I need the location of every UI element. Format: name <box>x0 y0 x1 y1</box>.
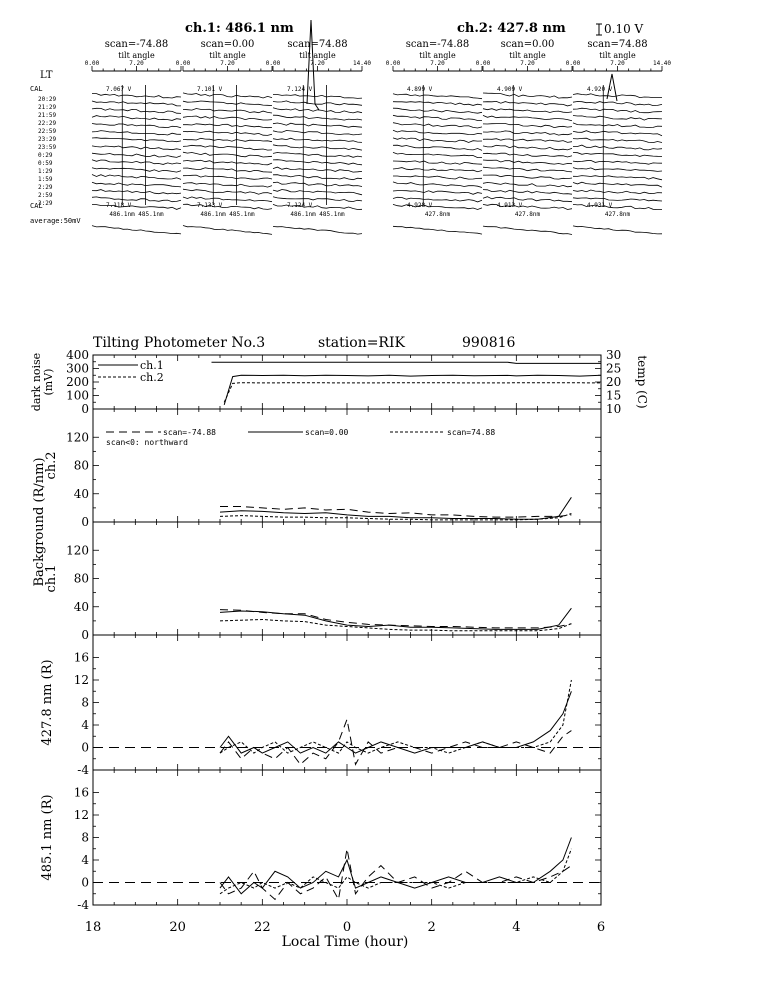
panel-wavelength: 486.1nm 485.1nm <box>109 211 164 218</box>
tilt-trace <box>393 130 482 134</box>
tilt-trace <box>393 115 482 120</box>
y-tick-label: 0 <box>81 740 89 755</box>
tilt-trace <box>273 115 362 120</box>
y-tick-label: -4 <box>77 763 89 777</box>
time-row-label: 1:59 <box>38 176 53 183</box>
panel-voltage-top: 4.909 V <box>497 86 523 93</box>
time-row-label: 0:59 <box>38 160 53 167</box>
tilt-panel <box>85 39 181 234</box>
cal-label-top: CAL <box>30 85 43 93</box>
legend-label: ch.1 <box>140 359 164 372</box>
panel-scan-label: scan=0.00 <box>200 39 255 50</box>
y-axis-label: ch.1 <box>44 564 59 593</box>
panel-tick-label: 7.20 <box>310 60 325 67</box>
scale-label: 0.10 V <box>604 22 644 36</box>
panel-voltage-top: 4.920 V <box>587 86 613 93</box>
panel-wavelength: 427.8nm <box>424 211 451 218</box>
panel-voltage-bottom: 4.931 V <box>587 202 613 209</box>
y2-tick-label: 25 <box>606 361 622 376</box>
tilt-trace <box>393 168 482 172</box>
cal-label-bottom: CAL <box>30 202 43 210</box>
background-axis-label: Background (R/nm) <box>32 457 47 587</box>
panel-wavelength: 486.1nm 485.1nm <box>200 211 255 218</box>
tilt-trace <box>483 109 572 113</box>
time-row-label: 2:59 <box>38 192 53 199</box>
series-line <box>220 680 571 753</box>
tilt-trace <box>183 93 272 98</box>
tilt-trace <box>483 175 572 179</box>
tilt-trace <box>573 153 662 157</box>
tilt-trace <box>183 138 272 141</box>
time-row-label: 1:29 <box>38 168 53 175</box>
x-tick-label: 6 <box>596 920 606 935</box>
panel-wavelength: 427.8nm <box>604 211 631 218</box>
average-trace <box>92 226 181 234</box>
legend-label: ch.2 <box>140 371 164 384</box>
legend-label: scan=-74.88 <box>163 428 216 437</box>
tilt-trace <box>483 93 572 98</box>
y-tick-label: 12 <box>73 673 89 687</box>
tilt-trace <box>483 167 572 172</box>
tilt-trace <box>393 152 482 157</box>
panel-wavelength: 486.1nm 485.1nm <box>290 211 345 218</box>
tilt-trace <box>573 198 662 201</box>
panel-tick-label: 0.00 <box>565 60 581 67</box>
tilt-trace <box>393 138 482 143</box>
ch2-title: ch.2: 427.8 nm <box>457 21 566 36</box>
tilt-trace <box>393 182 482 188</box>
y-tick-label: 40 <box>73 486 89 501</box>
panel-voltage-bottom: 7.133 V <box>197 202 223 209</box>
series-line <box>224 375 601 405</box>
tilt-trace <box>273 153 362 158</box>
y-tick-label: 0 <box>81 402 89 416</box>
time-row-label: 23:59 <box>38 144 57 151</box>
average-label: average:50mV <box>30 217 81 225</box>
panel-frame <box>93 409 601 522</box>
y-tick-label: 4 <box>81 853 89 867</box>
panel-tilt-label: tilt angle <box>209 51 246 60</box>
average-trace <box>573 226 662 234</box>
y-tick-label: 4 <box>81 718 89 732</box>
panel-voltage-top: 7.101 V <box>197 86 223 93</box>
tilt-trace <box>573 131 662 136</box>
tilt-trace <box>393 176 482 179</box>
panel-wavelength: 427.8nm <box>514 211 541 218</box>
panel-tick-label: 0.00 <box>475 60 491 67</box>
panel-5 <box>40 770 601 912</box>
panel-tilt-label: tilt angle <box>118 51 155 60</box>
panel-tick-label: 14.40 <box>352 60 372 67</box>
tilt-trace <box>483 115 572 120</box>
time-row-label: 22:29 <box>38 120 57 127</box>
x-tick-label: 2 <box>427 920 436 935</box>
tilt-trace <box>273 175 362 180</box>
x-tick-label: 20 <box>169 920 186 935</box>
ch1-title: ch.1: 486.1 nm <box>185 21 294 36</box>
x-tick-label: 18 <box>84 920 102 935</box>
tilt-trace <box>92 94 181 98</box>
time-row-label: 21:29 <box>38 104 57 111</box>
tilt-trace <box>273 131 362 135</box>
panel-scan-label: scan=74.88 <box>287 39 348 50</box>
series-line <box>220 691 571 753</box>
tilt-trace <box>273 160 362 165</box>
panel-3 <box>44 522 601 642</box>
panel-tilt-label: tilt angle <box>419 51 456 60</box>
y2-tick-label: 15 <box>606 388 622 403</box>
tilt-trace <box>183 168 272 172</box>
tilt-trace <box>92 175 181 180</box>
tilt-panel <box>176 39 272 234</box>
panel-voltage-top: 7.067 V <box>106 86 132 93</box>
y-tick-label: 12 <box>73 808 89 822</box>
tilt-trace <box>183 101 272 106</box>
series-line <box>220 608 571 629</box>
panel-tick-label: 7.20 <box>129 60 144 67</box>
tilt-trace <box>273 167 362 172</box>
tilt-trace <box>92 101 181 106</box>
x-tick-label: 0 <box>342 920 352 935</box>
tilt-trace <box>483 190 572 195</box>
tilt-trace <box>92 153 181 157</box>
tilt-trace <box>183 175 272 179</box>
x-tick-labels <box>85 920 605 935</box>
legend-label: scan=74.88 <box>447 428 496 437</box>
panel-tilt-label: tilt angle <box>509 51 546 60</box>
panel-frame <box>93 522 601 635</box>
panel-scan-label: scan=74.88 <box>587 39 648 50</box>
tilt-panels <box>85 20 672 235</box>
tilt-trace <box>483 153 572 157</box>
tilt-trace <box>573 176 662 180</box>
series-line <box>220 838 571 894</box>
average-trace <box>183 226 272 235</box>
panel-tick-label: 7.20 <box>220 60 235 67</box>
x-axis-label: Local Time (hour) <box>281 934 409 950</box>
tilt-panel <box>386 39 482 234</box>
tilt-trace <box>483 197 572 202</box>
tilt-trace <box>273 145 362 150</box>
series-line <box>220 719 571 764</box>
y-tick-label: 120 <box>66 543 89 558</box>
tilt-trace <box>183 183 272 187</box>
tilt-trace <box>393 161 482 164</box>
main-title: Tilting Photometer No.3 <box>93 335 266 351</box>
legend-note: scan<0: northward <box>106 438 188 447</box>
tilt-trace <box>483 139 572 143</box>
tilt-trace <box>183 116 272 120</box>
tilt-trace <box>92 124 181 128</box>
tilt-trace <box>92 116 181 121</box>
time-row-label: 21:59 <box>38 112 57 119</box>
tilt-trace <box>183 152 272 157</box>
panel-tick-label: 14.40 <box>652 60 672 67</box>
tilt-trace <box>393 108 482 113</box>
tilt-trace <box>483 124 572 128</box>
tilt-trace <box>92 131 181 135</box>
panel-voltage-top: 7.124 V <box>287 86 313 93</box>
tilt-trace <box>273 197 362 202</box>
y-tick-label: 0 <box>81 875 89 890</box>
tilt-trace <box>393 191 482 195</box>
panel-tilt-label: tilt angle <box>599 51 636 60</box>
panel-2 <box>44 409 601 529</box>
time-row-label: 2:29 <box>38 184 53 191</box>
tilt-trace <box>183 131 272 135</box>
series-line <box>212 362 602 363</box>
average-trace <box>273 227 362 235</box>
tilt-panel <box>476 39 572 235</box>
panel-tick-label: 0.00 <box>84 60 100 67</box>
y2-tick-label: 30 <box>606 348 622 362</box>
y-tick-label: 0 <box>81 628 89 642</box>
stacked-time-series <box>30 348 649 912</box>
panel-tick-label: 0.00 <box>265 60 281 67</box>
tilt-trace <box>573 160 662 164</box>
tilt-trace <box>393 94 482 99</box>
x-tick-label: 22 <box>254 920 271 935</box>
y-tick-label: 40 <box>73 599 89 614</box>
panel-tick-label: 0.00 <box>385 60 401 67</box>
tilt-trace <box>573 190 662 194</box>
tilt-trace <box>183 160 272 165</box>
tilt-trace <box>92 160 181 165</box>
panel-voltage-bottom: 4.928 V <box>407 202 433 209</box>
y-tick-label: 400 <box>66 348 89 362</box>
y2-tick-label: 10 <box>606 402 622 416</box>
y-tick-label: 80 <box>73 571 89 586</box>
tilt-trace <box>393 102 482 106</box>
tilt-trace <box>483 131 572 135</box>
tilt-trace <box>393 145 482 150</box>
tilt-trace <box>573 102 662 106</box>
y2-axis-label: temp (C) <box>635 355 649 409</box>
tilt-trace <box>92 182 181 187</box>
panel-4 <box>40 635 601 777</box>
tilt-trace <box>573 168 662 172</box>
tilt-trace <box>483 145 572 150</box>
panel-1 <box>30 348 649 416</box>
time-row-labels <box>38 96 56 207</box>
tilt-trace <box>273 138 362 142</box>
tilt-trace <box>573 116 662 121</box>
panel-scan-label: scan=-74.88 <box>104 39 169 50</box>
legend-label: scan=0.00 <box>305 428 349 437</box>
time-row-label: 3:29 <box>38 200 53 207</box>
y-tick-label: 16 <box>73 650 89 665</box>
panel-frame <box>93 635 601 770</box>
tilt-trace <box>483 160 572 164</box>
tilt-trace <box>183 145 272 150</box>
panel-tick-label: 7.20 <box>520 60 535 67</box>
tilt-trace <box>573 145 662 150</box>
y-tick-label: 8 <box>81 830 89 845</box>
y-tick-label: 120 <box>66 430 89 445</box>
average-trace <box>393 226 482 234</box>
panel-scan-label: scan=-74.88 <box>405 39 470 50</box>
y-tick-label: 200 <box>66 375 89 389</box>
tilt-trace <box>92 138 181 142</box>
panel-voltage-top: 4.899 V <box>407 86 433 93</box>
tilt-trace <box>573 94 662 98</box>
time-row-label: 22:59 <box>38 128 57 135</box>
y2-tick-label: 20 <box>606 375 622 389</box>
panel-tilt-label: tilt angle <box>299 51 336 60</box>
tilt-trace <box>92 108 181 113</box>
tilt-trace <box>92 168 181 172</box>
panel-tick-label: 7.20 <box>610 60 625 67</box>
series-line <box>220 849 571 894</box>
tilt-trace <box>183 197 272 202</box>
tilt-trace <box>273 190 362 195</box>
tilt-trace <box>483 101 572 106</box>
tilt-trace <box>573 123 662 128</box>
y-tick-label: 300 <box>66 361 89 376</box>
tilt-trace <box>183 189 272 194</box>
y-axis-label: 427.8 nm (R) <box>40 659 55 746</box>
tilt-panel <box>566 39 672 234</box>
y-axis-label: 485.1 nm (R) <box>40 794 55 881</box>
panel-voltage-bottom: 7.118 V <box>106 202 132 209</box>
panel-scan-label: scan=0.00 <box>500 39 555 50</box>
panel-tick-label: 7.20 <box>430 60 445 67</box>
tilt-trace <box>273 94 362 98</box>
tilt-panel <box>266 20 372 234</box>
tilt-trace <box>273 182 362 186</box>
y-axis-label: (mV) <box>42 368 55 396</box>
y-axis-label: ch.2 <box>44 451 59 480</box>
station-label: station=RIK <box>318 335 405 351</box>
tilt-trace <box>483 183 572 187</box>
y-tick-label: 80 <box>73 458 89 473</box>
y-axis-label: dark noise <box>30 352 43 412</box>
tilt-trace <box>573 108 662 113</box>
y-tick-label: 8 <box>81 695 89 710</box>
time-row-label: 23:29 <box>38 136 57 143</box>
y-tick-label: -4 <box>77 898 89 912</box>
tilt-trace <box>92 146 181 150</box>
scale-bar <box>596 24 602 35</box>
y-tick-label: 100 <box>66 388 89 403</box>
tilt-trace <box>92 190 181 194</box>
time-row-label: 20:29 <box>38 96 57 103</box>
tilt-trace <box>183 124 272 128</box>
x-tick-label: 4 <box>512 920 521 935</box>
tilt-trace <box>92 197 181 202</box>
date-label: 990816 <box>462 335 516 351</box>
lt-label: LT <box>40 70 53 81</box>
panel-tick-label: 0.00 <box>175 60 191 67</box>
panel-frame <box>93 770 601 905</box>
panel-voltage-bottom: 4.913 V <box>497 202 523 209</box>
tilt-trace <box>273 123 362 127</box>
tilt-trace <box>573 138 662 142</box>
average-trace <box>483 226 572 234</box>
tilt-trace <box>573 182 662 187</box>
y-tick-label: 0 <box>81 515 89 529</box>
tilt-trace <box>273 101 362 105</box>
tilt-trace <box>393 123 482 128</box>
series-line <box>224 383 601 403</box>
time-row-label: 0:29 <box>38 152 53 159</box>
panel-voltage-bottom: 7.124 V <box>287 202 313 209</box>
y-tick-label: 16 <box>73 785 89 800</box>
tilt-trace <box>183 109 272 114</box>
